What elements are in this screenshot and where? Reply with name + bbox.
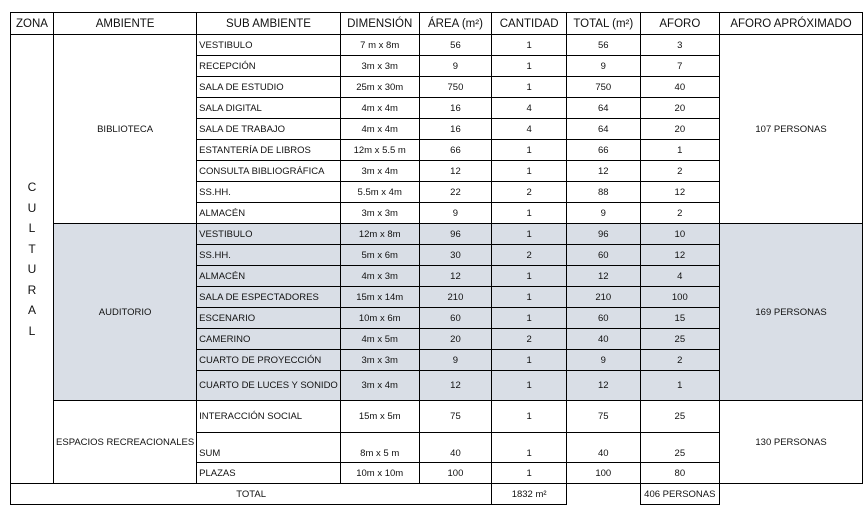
cantidad: 1 [492, 56, 567, 77]
aforo: 25 [640, 401, 719, 433]
area: 40 [419, 433, 492, 463]
aforo: 80 [640, 463, 719, 484]
area: 12 [419, 266, 492, 287]
total: 56 [566, 35, 640, 56]
total: 12 [566, 161, 640, 182]
area: 30 [419, 245, 492, 266]
sub-ambiente: VESTIBULO [197, 224, 341, 245]
cantidad: 1 [492, 35, 567, 56]
aforo: 1 [640, 140, 719, 161]
sub-ambiente: PLAZAS [197, 463, 341, 484]
total: 66 [566, 140, 640, 161]
zone-letter: U [27, 200, 37, 215]
cantidad: 1 [492, 140, 567, 161]
total: 64 [566, 119, 640, 140]
dimension: 12m x 5.5 m [340, 140, 419, 161]
area: 100 [419, 463, 492, 484]
table-row [11, 35, 863, 56]
header-row [11, 13, 863, 35]
cantidad: 1 [492, 77, 567, 98]
dimension: 25m x 30m [340, 77, 419, 98]
total-row [11, 484, 863, 505]
total: 12 [566, 371, 640, 401]
total: 40 [566, 329, 640, 350]
sub-ambiente: CONSULTA BIBLIOGRÁFICA [197, 161, 341, 182]
total: 100 [566, 463, 640, 484]
dimension: 15m x 14m [340, 287, 419, 308]
cantidad: 1 [492, 203, 567, 224]
total: 60 [566, 245, 640, 266]
aforo: 25 [640, 433, 719, 463]
aforo: 1 [640, 371, 719, 401]
total: 88 [566, 182, 640, 203]
cantidad: 1 [492, 287, 567, 308]
table-body [11, 35, 863, 505]
cantidad: 2 [492, 182, 567, 203]
total-aforo-value: 406 PERSONAS [640, 484, 719, 505]
aforo: 15 [640, 308, 719, 329]
dimension: 15m x 5m [340, 401, 419, 433]
zone-letter: U [27, 262, 37, 276]
aforo: 3 [640, 35, 719, 56]
cantidad: 2 [492, 245, 567, 266]
aforo: 4 [640, 266, 719, 287]
table-row [11, 401, 863, 433]
header-cantidad: CANTIDAD [492, 13, 567, 35]
sub-ambiente: INTERACCIÓN SOCIAL [197, 401, 341, 433]
aforo: 10 [640, 224, 719, 245]
cantidad: 1 [492, 266, 567, 287]
total: 60 [566, 308, 640, 329]
ambiente-espacios-recreacionales: ESPACIOS RECREACIONALES [54, 401, 197, 484]
sub-ambiente: SUM [197, 433, 341, 463]
area: 56 [419, 35, 492, 56]
area: 9 [419, 350, 492, 371]
aforo: 12 [640, 182, 719, 203]
sub-ambiente: ESCENARIO [197, 308, 341, 329]
total: 210 [566, 287, 640, 308]
zone-letter: R [27, 282, 37, 297]
total: 12 [566, 266, 640, 287]
cantidad: 4 [492, 98, 567, 119]
total: 9 [566, 203, 640, 224]
dimension: 3m x 4m [340, 371, 419, 401]
total: 75 [566, 401, 640, 433]
dimension: 7 m x 8m [340, 35, 419, 56]
area: 210 [419, 287, 492, 308]
zone-cell [11, 35, 54, 484]
zone-letter: A [28, 303, 37, 317]
area: 9 [419, 203, 492, 224]
dimension: 5m x 6m [340, 245, 419, 266]
header-ambiente: AMBIENTE [54, 13, 197, 35]
cantidad: 4 [492, 119, 567, 140]
total-area-value: 1832 m² [492, 484, 567, 505]
dimension: 3m x 3m [340, 56, 419, 77]
total: 9 [566, 350, 640, 371]
header-sub-ambiente: SUB AMBIENTE [197, 13, 341, 35]
area: 22 [419, 182, 492, 203]
aforo: 7 [640, 56, 719, 77]
aforo: 40 [640, 77, 719, 98]
aforo: 2 [640, 161, 719, 182]
area: 96 [419, 224, 492, 245]
sub-ambiente: VESTIBULO [197, 35, 341, 56]
sub-ambiente: SS.HH. [197, 245, 341, 266]
dimension: 12m x 8m [340, 224, 419, 245]
ambiente-auditorio: AUDITORIO [54, 224, 197, 401]
dimension: 10m x 6m [340, 308, 419, 329]
cantidad: 1 [492, 161, 567, 182]
aforo-aprox-recreacionales: 130 PERSONAS [720, 401, 863, 484]
dimension: 10m x 10m [340, 463, 419, 484]
sub-ambiente: CUARTO DE PROYECCIÓN [197, 350, 341, 371]
total: 750 [566, 77, 640, 98]
total: 96 [566, 224, 640, 245]
header-total: TOTAL (m²) [566, 13, 640, 35]
area: 750 [419, 77, 492, 98]
aforo-aprox-auditorio: 169 PERSONAS [720, 224, 863, 401]
table-row [11, 224, 863, 245]
header-dimension: DIMENSIÓN [340, 13, 419, 35]
aforo: 12 [640, 245, 719, 266]
total: 64 [566, 98, 640, 119]
area: 66 [419, 140, 492, 161]
area: 12 [419, 371, 492, 401]
area: 20 [419, 329, 492, 350]
dimension: 3m x 3m [340, 350, 419, 371]
area: 12 [419, 161, 492, 182]
dimension: 3m x 3m [340, 203, 419, 224]
cantidad: 1 [492, 224, 567, 245]
aforo: 100 [640, 287, 719, 308]
sub-ambiente: SALA DE ESPECTADORES [197, 287, 341, 308]
area: 16 [419, 119, 492, 140]
cantidad: 1 [492, 401, 567, 433]
sub-ambiente: ALMACÉN [197, 266, 341, 287]
area: 60 [419, 308, 492, 329]
area: 16 [419, 98, 492, 119]
aforo-aprox-biblioteca: 107 PERSONAS [720, 35, 863, 224]
dimension: 3m x 4m [340, 161, 419, 182]
aforo: 2 [640, 350, 719, 371]
dimension: 5.5m x 4m [340, 182, 419, 203]
total: 40 [566, 433, 640, 463]
total-empty-cell [566, 484, 640, 505]
aforo: 20 [640, 98, 719, 119]
zone-letter: T [28, 241, 36, 256]
header-area: ÁREA (m²) [419, 13, 492, 35]
sub-ambiente: RECEPCIÓN [197, 56, 341, 77]
cantidad: 1 [492, 371, 567, 401]
area: 75 [419, 401, 492, 433]
header-aforo-aproximado: AFORO APRÓXIMADO [720, 13, 863, 35]
dimension: 4m x 4m [340, 119, 419, 140]
area: 9 [419, 56, 492, 77]
header-aforo: AFORO [640, 13, 719, 35]
aforo: 20 [640, 119, 719, 140]
sub-ambiente: SS.HH. [197, 182, 341, 203]
dimension: 4m x 5m [340, 329, 419, 350]
sub-ambiente: ESTANTERÍA DE LIBROS [197, 140, 341, 161]
zone-letter: L [28, 221, 36, 235]
cantidad: 2 [492, 329, 567, 350]
sub-ambiente: CAMERINO [197, 329, 341, 350]
cantidad: 1 [492, 350, 567, 371]
dimension: 4m x 4m [340, 98, 419, 119]
cantidad: 1 [492, 433, 567, 463]
total: 9 [566, 56, 640, 77]
zone-letter: L [28, 323, 36, 338]
header-zona: ZONA [11, 13, 54, 35]
aforo: 2 [640, 203, 719, 224]
sub-ambiente: SALA DE ESTUDIO [197, 77, 341, 98]
cantidad: 1 [492, 463, 567, 484]
dimension: 8m x 5 m [340, 433, 419, 463]
sub-ambiente: CUARTO DE LUCES Y SONIDO [197, 371, 341, 401]
aforo: 25 [640, 329, 719, 350]
sub-ambiente: SALA DE TRABAJO [197, 119, 341, 140]
ambiente-biblioteca: BIBLIOTECA [54, 35, 197, 224]
sub-ambiente: ALMACÉN [197, 203, 341, 224]
total-label: TOTAL [11, 484, 492, 505]
cantidad: 1 [492, 308, 567, 329]
program-table [10, 12, 863, 505]
dimension: 4m x 3m [340, 266, 419, 287]
sub-ambiente: SALA DIGITAL [197, 98, 341, 119]
zone-letter: C [27, 180, 37, 194]
